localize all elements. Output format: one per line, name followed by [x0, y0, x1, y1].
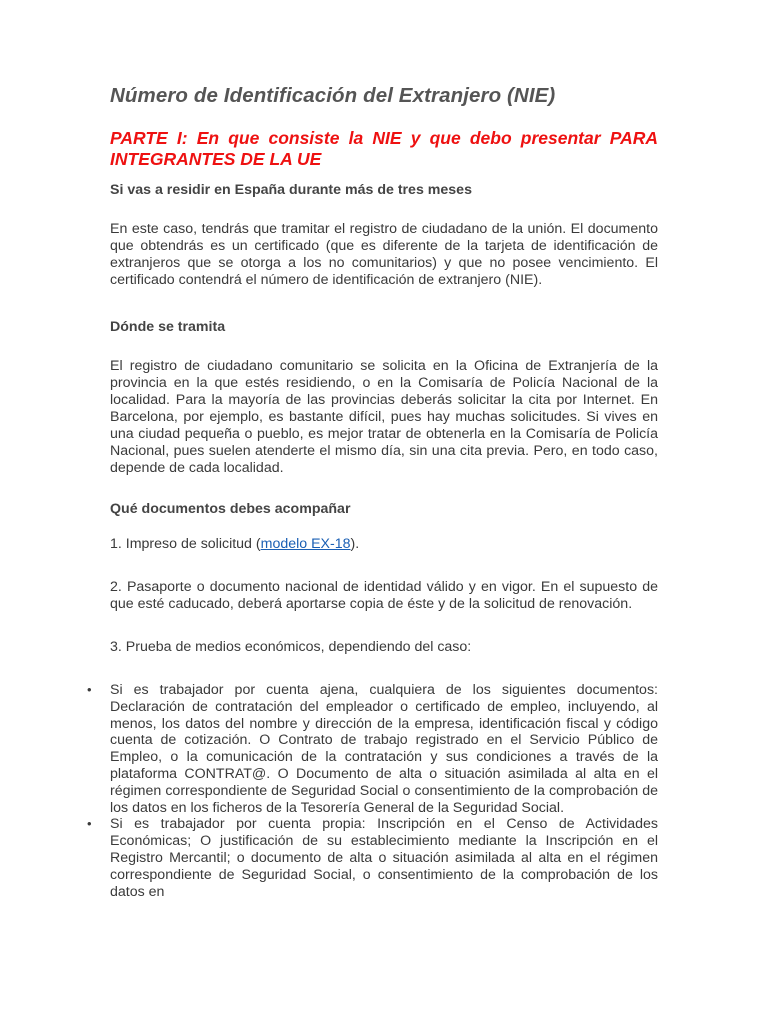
- section-heading-documents: Qué documentos debes acompañar: [110, 501, 351, 517]
- document-page: [87, 82, 658, 900]
- section-body-where: El registro de ciudadano comunitario se solicita en la Oficina de Extranjería de la provincia en la que estés residiendo, o en la Comisaría de Policía Nacional de la localidad. Para la mayoría de las provincias deberás solicitar la cita por Internet. En Barcelona, por ejemplo, es bastante difícil, pues hay muchas solicitudes. Si vives en una ciudad pequeña o pueblo, es mejor tratar de obtenerla en la Comisaría de Policía Nacional, pues suelen atenderte el mismo día, sin una cita previa. Pero, en todo caso, depende de cada localidad.: [110, 358, 658, 476]
- list-item-text: Si es trabajador por cuenta ajena, cualquiera de los siguientes documentos: Declaración de contratación del empleador o certificado de empleo, incluyendo, al menos, los datos del nombre y dirección de la empresa, identificación fiscal y código cuenta de cotización. O Contrato de trabajo registrado en el Servicio Público de Empleo, o la comunicación de la contratación y sus condiciones a través de la plataforma CONTRAT@. O Documento de alta o situación asimilada al alta en el régimen correspondiente de Seguridad Social o consentimiento de la comprobación de los datos en los ficheros de la Tesorería General de la Seguridad Social.: [110, 682, 658, 816]
- part-title: PARTE I: En que consiste la NIE y que debo presentar PARA INTEGRANTES DE LA UE: [110, 128, 658, 169]
- document-item-1: [110, 536, 658, 553]
- section-body-residence: En este caso, tendrás que tramitar el registro de ciudadano de la unión. El documento que obtendrás es un certificado (que es diferente de la tarjeta de identificación de extranjeros que se otorga a los no comunitarios) y que no posee vencimiento. El certificado contendrá el número de identificación de extranjero (NIE).: [110, 221, 658, 288]
- document-title: Número de Identificación del Extranjero (NIE): [110, 84, 556, 107]
- section-heading-residence: Si vas a residir en España durante más de tres meses: [110, 182, 472, 198]
- bullet-icon: •: [87, 816, 92, 832]
- document-item-2: 2. Pasaporte o documento nacional de identidad válido y en vigor. En el supuesto de que esté caducado, deberá aportarse copia de éste y de la solicitud de renovación.: [110, 579, 658, 612]
- list-item: [87, 682, 658, 816]
- list-item: [87, 816, 658, 900]
- bullet-icon: •: [87, 682, 92, 697]
- item-1-suffix: ).: [350, 536, 360, 552]
- document-item-3: 3. Prueba de medios económicos, dependiendo del caso:: [110, 639, 472, 655]
- item-1-prefix: 1. Impreso de solicitud (: [110, 536, 261, 552]
- section-heading-where: Dónde se tramita: [110, 319, 226, 335]
- list-item-text: Si es trabajador por cuenta propia: Inscripción en el Censo de Actividades Económicas; O justificación de su establecimiento mediante la Inscripción en el Registro Mercantil; o documento de alta o situación asimilada al alta en el régimen correspondiente de Seguridad Social, o consentimiento de la comprobación de los datos en: [110, 816, 658, 900]
- model-ex18-link[interactable]: modelo EX-18: [260, 536, 351, 552]
- economic-means-list: [87, 682, 658, 900]
